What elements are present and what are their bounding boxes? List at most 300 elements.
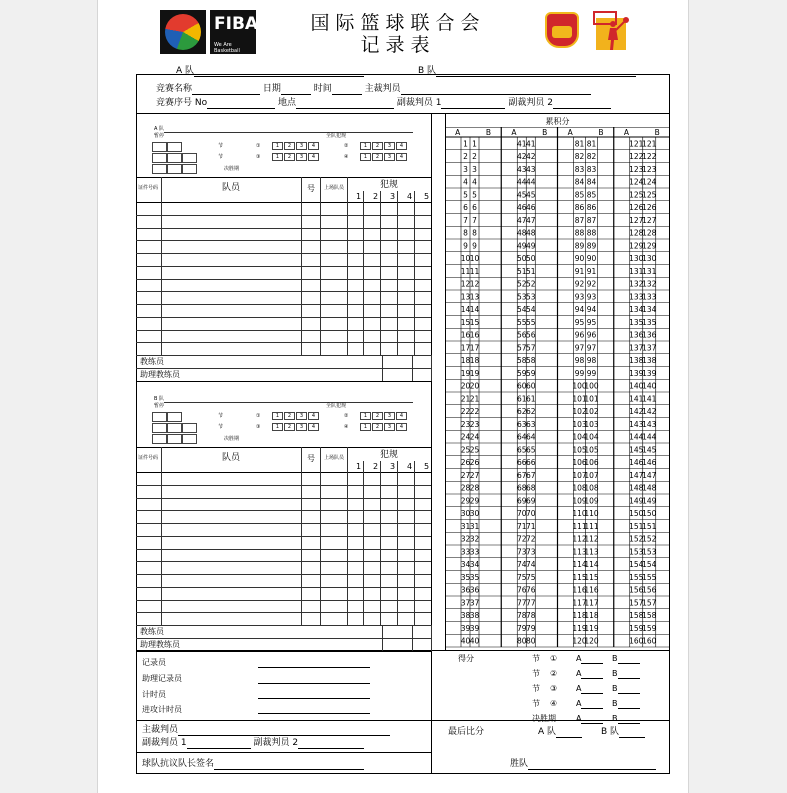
running-score-number: 128: [642, 228, 657, 238]
team-a-timeout-box[interactable]: [167, 142, 182, 152]
running-score-number: 122: [642, 152, 657, 161]
running-score-number: 68: [516, 483, 527, 493]
running-score-number: 114: [584, 560, 599, 569]
running-score-number: 135: [629, 317, 644, 327]
running-score-number: 106: [572, 458, 587, 467]
running-score-number: 107: [584, 470, 599, 480]
score-period-label: 决胜期: [532, 714, 556, 723]
team-b-timeout-box[interactable]: [152, 412, 167, 422]
team-a-extra-period-label: 决胜期: [224, 166, 240, 172]
running-score-number: 59: [516, 368, 527, 378]
running-score-number: 31: [460, 521, 471, 531]
running-score-number: 11: [469, 266, 480, 276]
running-score-number: 71: [516, 521, 527, 531]
running-score-number: 40: [460, 636, 471, 646]
score-a-field[interactable]: A: [576, 699, 603, 709]
team-b-team-foul-box[interactable]: 1: [272, 412, 283, 420]
team-a-team-foul-box[interactable]: 3: [384, 142, 395, 150]
running-score-number: 86: [574, 203, 585, 212]
running-score-number: 12: [460, 279, 471, 289]
running-score-number: 72: [516, 534, 527, 544]
running-score-number: 115: [572, 572, 587, 582]
running-score-number: 110: [572, 509, 587, 518]
team-b-team-foul-box[interactable]: 2: [372, 423, 383, 431]
running-score-number: 81: [586, 139, 597, 149]
running-score-number: 60: [525, 381, 536, 391]
running-score-number: 134: [642, 305, 657, 314]
running-score-number: 57: [525, 343, 536, 353]
running-score-number: 83: [586, 164, 597, 174]
team-b-team-foul-box[interactable]: 2: [372, 412, 383, 420]
running-score-number: 6: [463, 203, 468, 212]
fiba-text-logo: FIBA We Are Basketball: [210, 10, 256, 54]
running-score-number: 67: [525, 470, 536, 480]
running-score-number: 34: [460, 560, 471, 569]
running-score-col-b: B: [542, 128, 548, 137]
team-b-team-foul-box[interactable]: 4: [308, 412, 319, 420]
team-b-team-foul-box[interactable]: 4: [308, 423, 319, 431]
running-score-number: 116: [584, 585, 599, 595]
team-a-team-foul-box[interactable]: 2: [372, 142, 383, 150]
team-b-period-mark: ③: [256, 424, 261, 430]
running-score-number: 37: [460, 598, 471, 608]
team-a-team-foul-box[interactable]: 2: [372, 153, 383, 161]
team-a-team-foul-box[interactable]: 4: [396, 153, 407, 161]
running-score-number: 47: [525, 215, 536, 225]
team-b-coach-label: 教练员: [140, 627, 164, 636]
running-score-number: 87: [574, 215, 585, 225]
running-score-number: 2: [463, 152, 468, 161]
score-period-mark: ①: [550, 654, 558, 663]
running-score-number: 45: [525, 190, 536, 200]
running-score-number: 63: [516, 419, 527, 429]
team-b-timeout-box[interactable]: [182, 423, 197, 433]
team-b-foul-col-number: 5: [424, 462, 430, 471]
running-score-number: 84: [586, 177, 597, 187]
running-score-number: 80: [525, 636, 536, 646]
team-a-team-foul-box[interactable]: 4: [396, 142, 407, 150]
running-score-number: 53: [516, 292, 527, 302]
running-score-number: 49: [516, 241, 527, 251]
team-a-timeout-box[interactable]: [182, 164, 197, 174]
running-score-number: 56: [516, 330, 527, 340]
running-score-number: 50: [525, 254, 536, 263]
team-b-team-foul-box[interactable]: 2: [284, 412, 295, 420]
team-b-period-mark: ④: [344, 424, 349, 430]
running-score-number: 5: [472, 190, 477, 200]
running-score-number: 136: [629, 330, 644, 340]
score-b-field[interactable]: B: [612, 654, 640, 664]
team-b-timeout-box[interactable]: [182, 434, 197, 444]
running-score-number: 53: [525, 292, 536, 302]
running-score-number: 44: [516, 177, 527, 187]
running-score-number: 87: [586, 215, 597, 225]
team-a-foul-col-number: 3: [390, 192, 396, 201]
running-score-col-a: A: [511, 128, 517, 137]
team-b-col-number: 号: [307, 454, 315, 463]
running-score-number: 13: [469, 292, 480, 302]
team-b-team-foul-box[interactable]: 1: [360, 423, 371, 431]
running-score-col-a: A: [567, 128, 573, 137]
team-a-team-foul-box[interactable]: 2: [284, 142, 295, 150]
running-score-number: 12: [469, 279, 480, 289]
running-score-number: 125: [629, 190, 644, 200]
running-score-number: 124: [629, 177, 644, 187]
team-a-timeout-box[interactable]: [152, 153, 167, 163]
running-score-number: 33: [460, 547, 471, 557]
team-a-col-fouls: 犯规: [380, 180, 399, 190]
team-b-col-player-in: 上场队员: [324, 455, 345, 461]
running-score-number: 105: [584, 445, 599, 455]
team-b-timeout-box[interactable]: [152, 423, 167, 433]
running-score-number: 58: [525, 356, 536, 365]
running-score-number: 4: [472, 177, 477, 187]
running-score-number: 104: [584, 432, 599, 442]
running-score-number: 152: [642, 534, 657, 544]
running-score-number: 126: [629, 203, 644, 212]
running-score-title: 累积分: [545, 117, 570, 126]
running-score-number: 104: [572, 432, 587, 442]
running-score-number: 81: [574, 139, 585, 149]
running-score-number: 76: [516, 585, 527, 595]
team-b-col-license: 证件号码: [138, 455, 159, 461]
running-score-number: 115: [584, 572, 599, 582]
running-score-number: 111: [584, 521, 599, 531]
team-a-team-foul-box[interactable]: 3: [296, 142, 307, 150]
running-score-number: 51: [516, 266, 527, 276]
team-b-timeout-box[interactable]: [167, 423, 182, 433]
running-score-col-b: B: [485, 128, 492, 137]
running-score-number: 22: [469, 407, 480, 416]
team-b-team-foul-box[interactable]: 3: [384, 423, 395, 431]
running-score-number: 1: [472, 139, 477, 149]
running-score-number: 122: [629, 152, 644, 161]
running-score-number: 38: [460, 611, 471, 620]
team-b-foul-col-number: 3: [390, 462, 396, 471]
running-score-number: 75: [525, 572, 536, 582]
running-score-number: 112: [572, 534, 587, 544]
running-score-number: 55: [525, 317, 536, 327]
team-a-team-foul-box[interactable]: 4: [308, 153, 319, 161]
running-score-number: 43: [516, 164, 527, 174]
running-score-number: 80: [516, 636, 527, 646]
team-a-timeout-box[interactable]: [152, 164, 167, 174]
running-score-number: 42: [516, 152, 527, 161]
score-period-mark: ④: [550, 699, 558, 708]
team-a-timeout-box[interactable]: [167, 164, 182, 174]
running-score-number: 131: [629, 266, 644, 276]
team-a-timeout-box[interactable]: [152, 142, 167, 152]
running-score-number: 139: [629, 368, 644, 378]
team-b-timeout-box[interactable]: [152, 434, 167, 444]
running-score-number: 27: [469, 470, 480, 480]
running-score-number: 94: [586, 305, 597, 314]
team-a-team-foul-box[interactable]: 2: [284, 153, 295, 161]
running-score-number: 86: [586, 203, 597, 212]
running-score-number: 18: [469, 356, 480, 365]
score-b-field[interactable]: B: [612, 714, 640, 724]
running-score-number: 70: [516, 509, 527, 518]
running-score-number: 154: [642, 560, 657, 569]
running-score-number: 133: [629, 292, 644, 302]
team-b-team-foul-box[interactable]: 3: [296, 423, 307, 431]
team-a-team-foul-box[interactable]: 1: [360, 153, 371, 161]
running-score-number: 118: [584, 611, 599, 620]
team-b-timeout-box[interactable]: [167, 434, 182, 444]
running-score-number: 151: [629, 521, 644, 531]
score-b-field[interactable]: B: [612, 669, 640, 679]
running-score-number: 137: [642, 343, 657, 353]
team-a-col-number: 号: [307, 184, 315, 193]
score-a-field[interactable]: A: [576, 684, 603, 694]
running-score-number: 24: [469, 432, 480, 442]
running-score-number: 121: [629, 139, 644, 149]
running-score-number: 141: [642, 394, 657, 404]
running-score-number: 121: [642, 139, 657, 149]
running-score-number: 84: [574, 177, 585, 187]
running-score-number: 25: [460, 445, 471, 455]
running-score-number: 149: [629, 496, 644, 506]
running-score-number: 140: [629, 381, 644, 391]
running-score-number: 26: [460, 458, 471, 467]
running-score-number: 20: [469, 381, 480, 391]
running-score-number: 55: [516, 317, 527, 327]
running-score-number: 25: [469, 445, 480, 455]
team-a-timeouts-label: 暂停: [154, 133, 165, 139]
running-score-number: 100: [572, 381, 587, 391]
running-score-number: 93: [586, 292, 597, 302]
team-b-period-label: 节: [218, 424, 224, 430]
running-score-number: 153: [629, 547, 644, 557]
running-score-number: 51: [525, 266, 536, 276]
running-score-number: 149: [642, 496, 657, 506]
team-a-team-foul-box[interactable]: 3: [384, 153, 395, 161]
running-score-number: 147: [642, 470, 657, 480]
running-score-number: 69: [516, 496, 527, 506]
team-b-timeout-box[interactable]: [167, 412, 182, 422]
footer-protest: 球队抗议队长签名: [142, 759, 364, 770]
team-a-timeout-box[interactable]: [167, 153, 182, 163]
footer-umpires: 副裁判员 1 副裁判员 2: [142, 738, 364, 749]
running-score-number: 85: [586, 190, 597, 200]
running-score-number: 41: [525, 139, 536, 149]
running-score-number: 95: [586, 317, 597, 327]
running-score-number: 110: [584, 509, 599, 518]
team-a-team-foul-box[interactable]: 1: [360, 142, 371, 150]
running-score-number: 130: [629, 254, 644, 263]
running-score-number: 64: [516, 432, 527, 442]
running-score-number: 93: [574, 292, 585, 302]
running-score-number: 89: [586, 241, 597, 251]
team-b-team-foul-box[interactable]: 1: [272, 423, 283, 431]
running-score-number: 118: [572, 611, 587, 620]
running-score-number: 61: [525, 394, 536, 404]
team-b-period-mark: ②: [344, 413, 349, 419]
running-score-number: 18: [460, 356, 471, 365]
form-title: 国际篮球联合会 记录表: [310, 12, 486, 56]
running-score-number: 148: [629, 483, 644, 493]
running-score-number: 89: [574, 241, 585, 251]
running-score-number: 36: [460, 585, 471, 595]
running-score-number: 102: [584, 407, 599, 416]
team-a-col-player-in: 上场队员: [324, 185, 345, 191]
running-score-number: 157: [629, 598, 644, 608]
running-score-number: 126: [642, 203, 657, 212]
running-score-number: 72: [525, 534, 536, 544]
running-score-number: 47: [516, 215, 527, 225]
shot-clock-operator-label: 进攻计时员: [142, 705, 182, 714]
team-b-extra-period-label: 决胜期: [224, 436, 240, 442]
team-b-team-foul-box[interactable]: 3: [296, 412, 307, 420]
running-score-number: 91: [586, 266, 597, 276]
running-score-number: 156: [629, 585, 644, 595]
running-score-number: 68: [525, 483, 536, 493]
running-score-number: 22: [460, 407, 471, 416]
running-score-number: 94: [574, 305, 585, 314]
team-a-foul-col-number: 2: [373, 192, 379, 201]
running-score-number: 7: [463, 215, 468, 225]
assistant-scorer-label: 助理记录员: [142, 674, 182, 683]
running-score-number: 123: [629, 164, 644, 174]
team-b-team-foul-box[interactable]: 3: [384, 412, 395, 420]
running-score-number: 99: [586, 368, 597, 378]
team-b-team-foul-box[interactable]: 1: [360, 412, 371, 420]
running-score-number: 30: [460, 509, 471, 518]
running-score-number: 103: [584, 419, 599, 429]
running-score-number: 129: [642, 241, 657, 251]
team-a-team-foul-box[interactable]: 1: [272, 153, 283, 161]
running-score-number: 90: [586, 254, 597, 263]
running-score-number: 62: [516, 407, 527, 416]
team-a-team-foul-box[interactable]: 3: [296, 153, 307, 161]
running-score-number: 42: [525, 152, 536, 161]
team-a-team-foul-box[interactable]: 4: [308, 142, 319, 150]
running-score-number: 98: [586, 356, 597, 365]
score-b-field[interactable]: B: [612, 684, 640, 694]
running-score-number: 150: [629, 509, 644, 518]
running-score-number: 145: [629, 445, 644, 455]
running-score-number: 65: [525, 445, 536, 455]
running-score-number: 145: [642, 445, 657, 455]
running-score-number: 41: [516, 139, 527, 149]
running-score-number: 32: [460, 534, 471, 544]
running-score-number: 37: [469, 598, 480, 608]
running-score-number: 27: [460, 470, 471, 480]
running-score-number: 106: [584, 458, 599, 467]
running-score-number: 44: [525, 177, 536, 187]
running-score-number: 17: [469, 343, 480, 353]
team-a-timeout-box[interactable]: [182, 153, 197, 163]
running-score-number: 150: [642, 509, 657, 518]
score-a-field[interactable]: A: [576, 714, 603, 724]
running-score-number: 64: [525, 432, 536, 442]
fiba-ball-logo: [160, 10, 206, 54]
running-score-number: 77: [516, 598, 527, 608]
running-score-number: 31: [469, 521, 480, 531]
running-score-number: 3: [472, 164, 477, 174]
running-score-number: 32: [469, 534, 480, 544]
running-score-number: 33: [469, 547, 480, 557]
running-score-number: 62: [525, 407, 536, 416]
footer-referee: 主裁判员: [142, 725, 390, 736]
team-a-team-foul-box[interactable]: 1: [272, 142, 283, 150]
team-b-timeouts-label: 暂停: [154, 403, 165, 409]
running-score-number: 10: [460, 254, 471, 263]
running-score-number: 92: [574, 279, 585, 289]
running-score-number: 82: [586, 152, 597, 161]
team-a-period-label: 节: [218, 154, 224, 160]
running-score-col-b: B: [598, 128, 604, 137]
running-score-col-a: A: [623, 128, 630, 137]
running-score-number: 29: [460, 496, 471, 506]
running-score-number: 156: [642, 585, 657, 595]
score-a-field[interactable]: A: [576, 669, 603, 679]
score-a-field[interactable]: A: [576, 654, 603, 664]
team-b-team-foul-box[interactable]: 2: [284, 423, 295, 431]
final-score-b: B 队: [601, 727, 645, 738]
running-score-number: 139: [642, 368, 657, 378]
running-score-number: 134: [629, 305, 644, 314]
running-score-number: 114: [572, 560, 587, 569]
team-b-assistant-coach-label: 助理教练员: [140, 639, 180, 649]
running-score-number: 19: [469, 368, 480, 378]
running-score-number: 120: [584, 636, 599, 646]
running-score-number: 46: [516, 203, 527, 212]
running-score-number: 130: [642, 254, 657, 263]
running-score-number: 99: [574, 368, 585, 378]
score-b-field[interactable]: B: [612, 699, 640, 709]
running-score-number: 48: [516, 228, 527, 238]
running-score-number: 4: [463, 177, 468, 187]
running-score-number: 20: [460, 381, 471, 391]
running-score-number: 39: [469, 623, 480, 633]
running-score-number: 95: [574, 317, 585, 327]
score-period-label: 节: [532, 684, 540, 693]
team-a-foul-col-number: 4: [407, 192, 413, 201]
running-score-number: 78: [516, 611, 527, 620]
running-score-number: 58: [516, 356, 527, 365]
team-a-period-mark: ③: [256, 154, 261, 160]
running-score-number: 30: [469, 509, 480, 518]
running-score-number: 28: [460, 483, 471, 493]
team-a-team-label: A 队: [154, 126, 165, 132]
running-score-number: 3: [463, 164, 468, 174]
score-period-label: 节: [532, 669, 540, 678]
score-period-label: 节: [532, 699, 540, 708]
running-score-number: 160: [629, 636, 644, 646]
running-score-number: 74: [516, 560, 527, 569]
running-score-number: 117: [584, 598, 599, 608]
running-score-number: 109: [584, 496, 599, 506]
running-score-number: 157: [642, 598, 657, 608]
running-score-number: 85: [574, 190, 585, 200]
running-score-grid: [445, 127, 670, 650]
team-b-team-foul-box[interactable]: 4: [396, 423, 407, 431]
running-score-number: 63: [525, 419, 536, 429]
running-score-number: 143: [629, 419, 644, 429]
running-score-number: 39: [460, 623, 471, 633]
running-score-number: 21: [460, 394, 471, 404]
team-b-team-foul-box[interactable]: 4: [396, 412, 407, 420]
player-silhouette-logo: [592, 10, 632, 52]
running-score-number: 16: [469, 330, 480, 340]
running-score-number: 119: [584, 623, 599, 633]
running-score-number: 75: [516, 572, 527, 582]
running-score-number: 103: [572, 419, 587, 429]
running-score-number: 141: [629, 394, 644, 404]
running-score-number: 138: [642, 356, 657, 365]
running-score-number: 79: [525, 623, 536, 633]
